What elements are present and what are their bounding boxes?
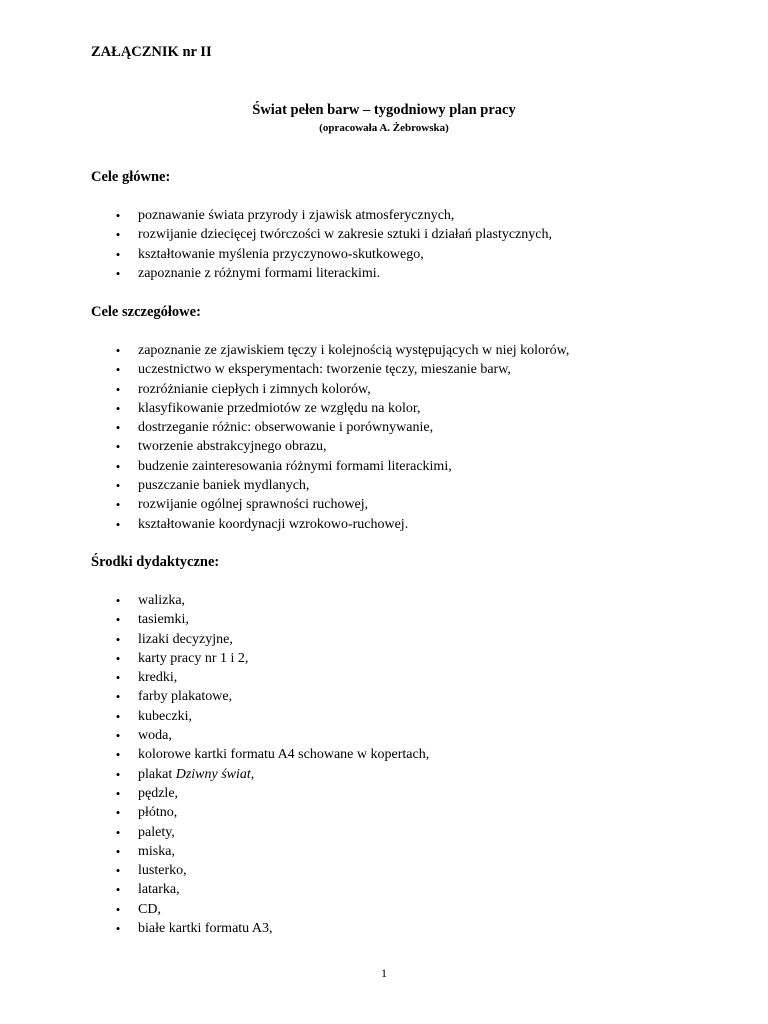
list-item-text: dostrzeganie różnic: obserwowanie i porównywanie, bbox=[138, 420, 434, 436]
list-item-text: tasiemki, bbox=[138, 612, 189, 628]
poster-prefix: plakat bbox=[138, 766, 176, 782]
bullet-icon: • bbox=[115, 882, 121, 898]
list-item-text: rozwijanie dziecięcej twórczości w zakresie sztuki i działań plastycznych, bbox=[138, 227, 552, 243]
page-number: 1 bbox=[381, 966, 387, 980]
bullet-icon: • bbox=[115, 593, 121, 608]
list-item bbox=[113, 823, 429, 842]
list-item bbox=[113, 803, 429, 822]
teaching-aids-heading: Środki dydaktyczne: bbox=[91, 554, 220, 570]
list-item-text: lizaki decyzyjne, bbox=[138, 631, 233, 647]
bullet-icon: • bbox=[115, 612, 121, 628]
list-item bbox=[113, 900, 429, 919]
bullet-icon: • bbox=[115, 921, 121, 937]
specific-goals-heading: Cele szczegółowe: bbox=[91, 304, 201, 320]
list-item bbox=[113, 495, 569, 514]
list-item-text: woda, bbox=[138, 728, 172, 744]
list-item bbox=[113, 919, 429, 938]
main-goals-list bbox=[113, 206, 552, 283]
list-item bbox=[113, 476, 569, 495]
bullet-icon: • bbox=[115, 265, 121, 281]
list-item-text: CD, bbox=[138, 901, 161, 917]
list-item bbox=[113, 206, 552, 225]
list-item bbox=[113, 264, 552, 283]
list-item bbox=[113, 380, 569, 399]
bullet-icon: • bbox=[115, 227, 121, 243]
list-item-text: rozwijanie ogólnej sprawności ruchowej, bbox=[138, 497, 369, 513]
list-item bbox=[113, 610, 429, 629]
bullet-icon: • bbox=[115, 631, 121, 647]
annex-label: ZAŁĄCZNIK nr II bbox=[91, 44, 212, 60]
list-item-text: kredki, bbox=[138, 670, 178, 686]
list-item bbox=[113, 649, 429, 668]
bullet-icon: • bbox=[115, 670, 121, 686]
bullet-icon: • bbox=[115, 650, 121, 666]
bullet-icon: • bbox=[115, 689, 121, 705]
poster-title: Dziwny świat bbox=[175, 766, 251, 782]
list-item bbox=[113, 360, 569, 379]
list-item bbox=[113, 591, 429, 610]
list-item-text: puszczanie baniek mydlanych, bbox=[138, 478, 310, 494]
poster-suffix: , bbox=[250, 766, 255, 782]
list-item bbox=[113, 707, 429, 726]
list-item bbox=[113, 341, 569, 360]
list-item-text: kształtowanie myślenia przyczynowo-skutkowego, bbox=[138, 246, 424, 262]
list-item-text: rozróżnianie ciepłych i zimnych kolorów, bbox=[138, 381, 371, 397]
bullet-icon: • bbox=[115, 805, 121, 821]
list-item-text: białe kartki formatu A3, bbox=[138, 921, 273, 937]
list-item-text: klasyfikowanie przedmiotów ze względu na kolor, bbox=[138, 400, 421, 416]
list-item-text: latarka, bbox=[138, 882, 180, 898]
teaching-aids-list bbox=[113, 591, 429, 938]
bullet-icon: • bbox=[115, 747, 121, 763]
bullet-icon: • bbox=[115, 785, 121, 801]
list-item-text: walizka, bbox=[138, 593, 186, 608]
list-item-text: uczestnictwo w eksperymentach: tworzenie tęczy, mieszanie barw, bbox=[138, 362, 511, 378]
bullet-icon: • bbox=[115, 343, 121, 358]
bullet-icon: • bbox=[115, 362, 121, 378]
list-item bbox=[113, 515, 569, 534]
bullet-icon: • bbox=[115, 478, 121, 494]
list-item bbox=[113, 399, 569, 418]
list-item-text: poznawanie świata przyrody i zjawisk atmosferycznych, bbox=[138, 208, 455, 223]
bullet-icon: • bbox=[115, 843, 121, 859]
bullet-icon: • bbox=[115, 497, 121, 513]
list-item bbox=[113, 437, 569, 456]
list-item-text: budzenie zainteresowania różnymi formami literackimi, bbox=[138, 458, 452, 474]
bullet-icon: • bbox=[115, 863, 121, 879]
list-item bbox=[113, 784, 429, 803]
bullet-icon: • bbox=[115, 516, 121, 532]
list-item-text: płótno, bbox=[138, 805, 178, 821]
document-author: (opracowała A. Żebrowska) bbox=[319, 122, 449, 134]
list-item bbox=[113, 225, 552, 244]
list-item-text: palety, bbox=[138, 824, 175, 840]
main-goals-heading: Cele główne: bbox=[91, 169, 171, 185]
list-item-text: karty pracy nr 1 i 2, bbox=[138, 650, 249, 666]
list-item-text: miska, bbox=[138, 843, 175, 859]
list-item bbox=[113, 457, 569, 476]
list-item bbox=[113, 861, 429, 880]
bullet-icon: • bbox=[115, 728, 121, 744]
list-item-text: zapoznanie ze zjawiskiem tęczy i kolejnością występujących w niej kolorów, bbox=[138, 343, 570, 358]
list-item-text: pędzle, bbox=[138, 785, 179, 801]
bullet-icon: • bbox=[115, 381, 121, 397]
list-item-text: kolorowe kartki formatu A4 schowane w kopertach, bbox=[138, 747, 430, 763]
list-item bbox=[113, 745, 429, 764]
bullet-icon: • bbox=[115, 208, 121, 223]
list-item bbox=[113, 418, 569, 437]
list-item-text: kubeczki, bbox=[138, 708, 193, 724]
bullet-icon: • bbox=[115, 824, 121, 840]
bullet-icon: • bbox=[115, 246, 121, 262]
specific-goals-list bbox=[113, 341, 569, 534]
list-item bbox=[113, 245, 552, 264]
bullet-icon: • bbox=[115, 439, 121, 455]
bullet-icon: • bbox=[115, 901, 121, 917]
document-title: Świat pełen barw – tygodniowy plan pracy bbox=[252, 102, 516, 118]
bullet-icon: • bbox=[115, 708, 121, 724]
poster-item bbox=[113, 765, 429, 784]
list-item bbox=[113, 880, 429, 899]
bullet-icon: • bbox=[115, 458, 121, 474]
bullet-icon: • bbox=[115, 400, 121, 416]
list-item-text: farby plakatowe, bbox=[138, 689, 233, 705]
list-item bbox=[113, 668, 429, 687]
list-item-text: tworzenie abstrakcyjnego obrazu, bbox=[138, 439, 327, 455]
list-item-text: kształtowanie koordynacji wzrokowo-ruchowej. bbox=[138, 516, 409, 532]
list-item-text: lusterko, bbox=[138, 863, 187, 879]
bullet-icon: • bbox=[115, 420, 121, 436]
list-item bbox=[113, 842, 429, 861]
list-item bbox=[113, 726, 429, 745]
bullet-icon: • bbox=[115, 766, 121, 782]
list-item bbox=[113, 687, 429, 706]
list-item-text: zapoznanie z różnymi formami literackimi. bbox=[138, 265, 381, 281]
list-item bbox=[113, 630, 429, 649]
